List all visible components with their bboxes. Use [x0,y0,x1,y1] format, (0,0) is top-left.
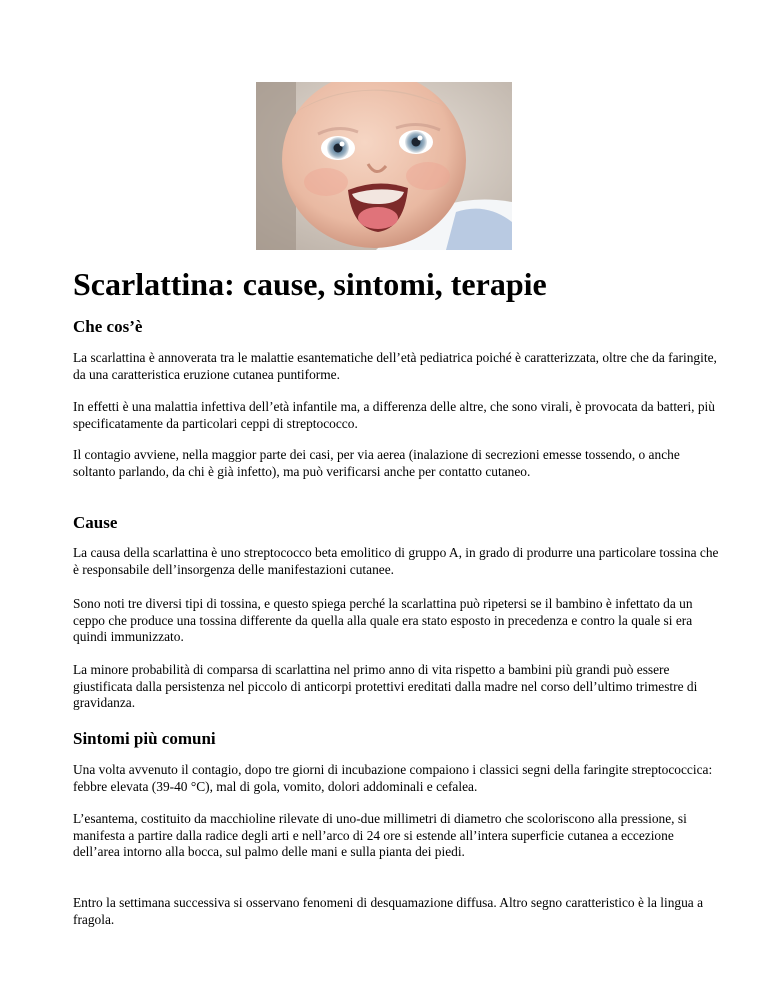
baby-photo-icon [256,82,512,250]
paragraph: La scarlattina è annoverata tra le malattie esantematiche dell’età pediatrica poiché è caratterizzata, oltre che da faringite, da una caratteristica eruzione cutanea puntiforme. [73,350,717,382]
paragraph: Una volta avvenuto il contagio, dopo tre giorni di incubazione compaiono i classici segni della faringite streptococcica: febbre elevata (39-40 °C), mal di gola, vomito, dolori addominali e cefalea. [73,762,713,794]
paragraph: La causa della scarlattina è uno streptococco beta emolitico di gruppo A, in grado di produrre una particolare tossina che è responsabile dell’insorgenza delle manifestazioni cutanee. [73,545,719,577]
paragraph: Il contagio avviene, nella maggior parte dei casi, per via aerea (inalazione di secrezioni emesse tossendo, o anche soltanto parlando, da chi è già infetto), ma può verificarsi anche per contatto cutaneo. [73,447,680,479]
section-heading-sintomi: Sintomi più comuni [73,729,216,748]
paragraph: Sono noti tre diversi tipi di tossina, e questo spiega perché la scarlattina può ripetersi se il bambino è infettato da un ceppo che produce una tossina differente da quella alla quale era stato esposto in precedenza e contro la quale si era quindi immunizzato. [73,596,693,645]
baby-photo [256,82,512,250]
section-heading-che-cose: Che cos’è [73,317,143,336]
paragraph: L’esantema, costituito da macchioline rilevate di uno-due millimetri di diametro che scoloriscono alla pressione, si manifesta a partire dalla radice degli arti e nell’arco di 24 ore si estende all’intera superficie cutanea a eccezione dell’area intorno alla bocca, sul palmo delle mani e sulla pianta dei piedi. [73,811,687,860]
paragraph: Entro la settimana successiva si osservano fenomeni di desquamazione diffusa. Altro segno caratteristico è la lingua a fragola. [73,895,704,927]
paragraph: La minore probabilità di comparsa di scarlattina nel primo anno di vita rispetto a bambini più grandi può essere giustificata dalla persistenza nel piccolo di anticorpi protettivi ereditati dalla madre nel corso dell’ultimo trimestre di gravidanza. [73,662,698,711]
paragraph: In effetti è una malattia infettiva dell’età infantile ma, a differenza delle altre, che sono virali, è provocata da batteri, più specificatamente da particolari ceppi di streptococco. [73,399,715,431]
page-title: Scarlattina: cause, sintomi, terapie [73,266,547,302]
section-heading-cause: Cause [73,513,118,532]
